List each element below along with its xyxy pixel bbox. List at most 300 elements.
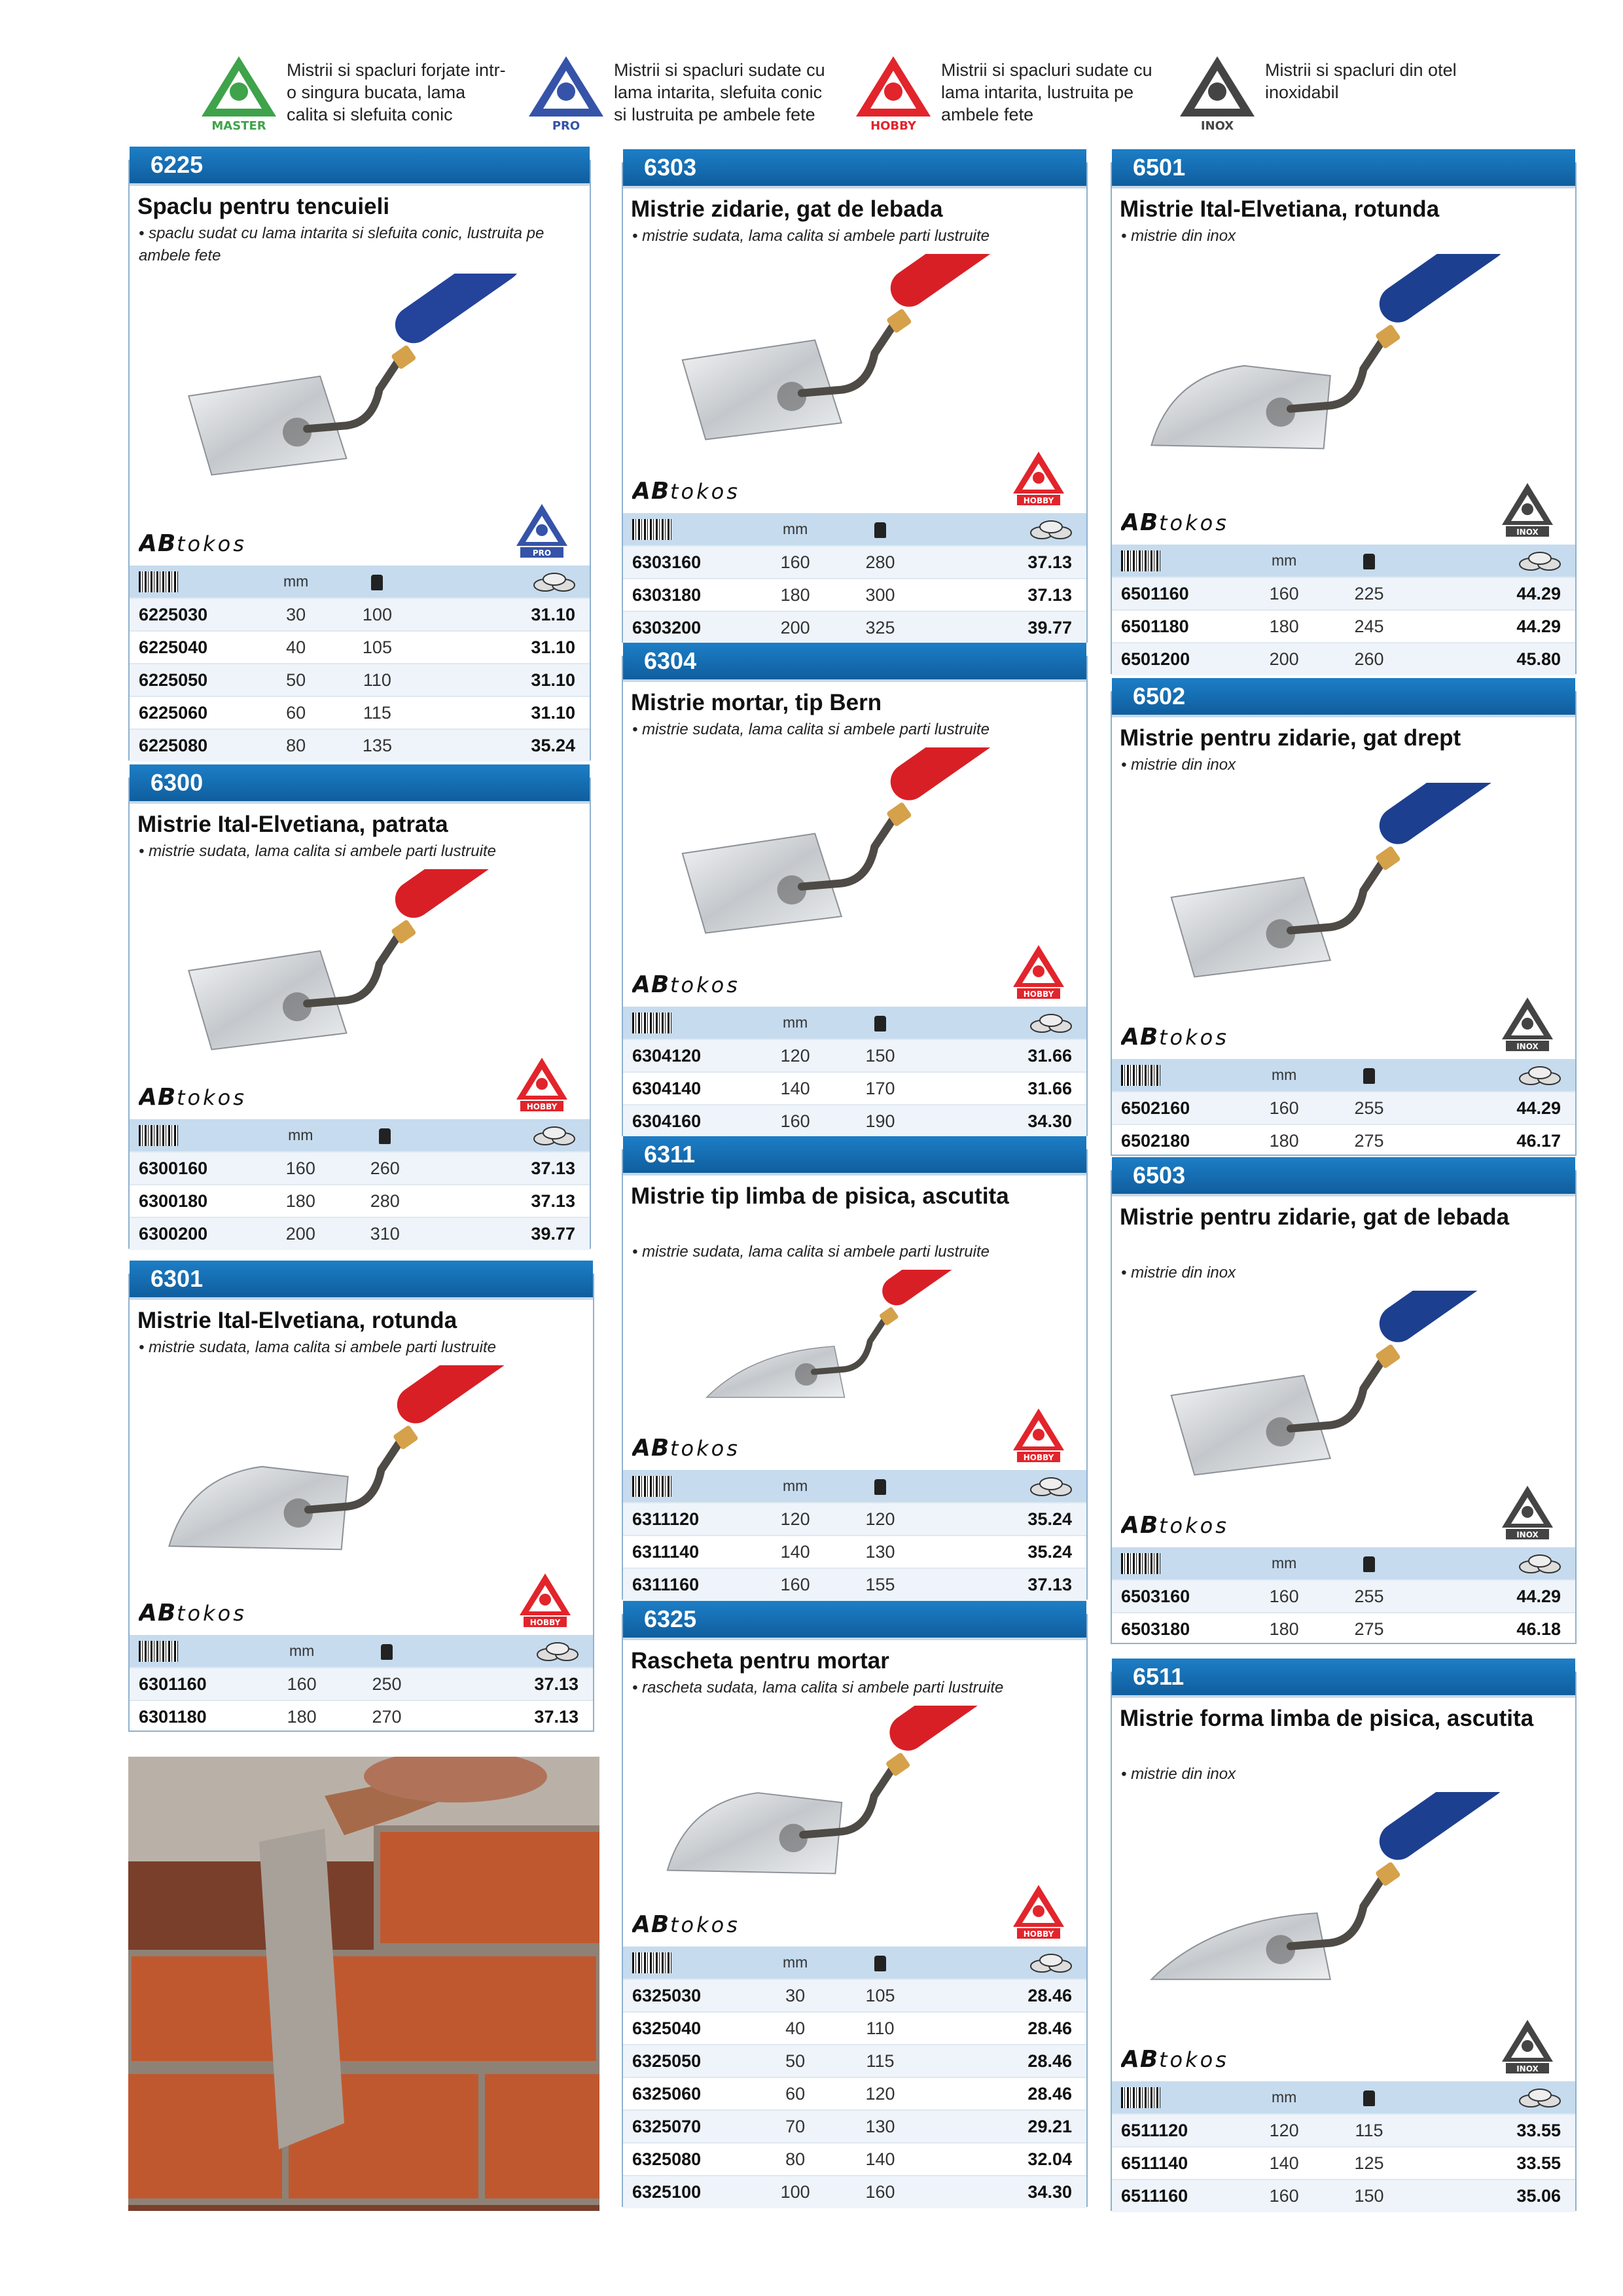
spec-table xyxy=(1112,1547,1575,1645)
length-value: 200 xyxy=(259,1217,343,1250)
article-code: 6502160 xyxy=(1112,1092,1241,1124)
weight-value: 160 xyxy=(838,2176,923,2208)
spec-table xyxy=(623,513,1086,644)
table-row xyxy=(1112,610,1575,643)
svg-text:HOBBY: HOBBY xyxy=(1023,1929,1054,1939)
abtokos-logo xyxy=(139,1597,276,1634)
product-card-6502 xyxy=(1111,683,1577,1156)
weight-value: 255 xyxy=(1327,1580,1412,1613)
trowel-image xyxy=(643,747,1067,960)
weight-value: 280 xyxy=(838,546,923,579)
product-description: • mistrie din inox xyxy=(1121,756,1236,774)
article-code: 6325070 xyxy=(623,2110,753,2143)
article-code: 6301160 xyxy=(130,1668,259,1700)
price-value: 37.13 xyxy=(923,546,1086,579)
weight-value: 155 xyxy=(838,1568,923,1601)
price-value: 34.30 xyxy=(923,2176,1086,2208)
article-code: 6225030 xyxy=(130,598,259,631)
length-header: mm xyxy=(1241,545,1327,577)
table-row xyxy=(623,1072,1086,1105)
price-value: 45.80 xyxy=(1412,643,1575,675)
article-code: 6311120 xyxy=(623,1503,753,1535)
svg-text:AB: AB xyxy=(139,1084,177,1111)
article-code: 6225040 xyxy=(130,631,259,664)
svg-text:AB: AB xyxy=(632,1435,670,1462)
article-code: 6325080 xyxy=(623,2143,753,2176)
svg-text:tokos: tokos xyxy=(670,1912,740,1937)
table-row xyxy=(130,631,590,664)
product-card-6511 xyxy=(1111,1663,1577,2211)
length-value: 140 xyxy=(753,1072,838,1105)
length-value: 40 xyxy=(259,631,334,664)
price-value: 37.13 xyxy=(429,1668,593,1700)
svg-text:tokos: tokos xyxy=(1159,1025,1229,1050)
price-value: 39.77 xyxy=(923,611,1086,644)
article-code: 6225080 xyxy=(130,729,259,762)
svg-text:INOX: INOX xyxy=(1200,119,1234,133)
article-code: 6225050 xyxy=(130,664,259,696)
article-code: 6503180 xyxy=(1112,1613,1241,1645)
table-row xyxy=(623,2110,1086,2143)
trowel-image xyxy=(643,1270,1067,1423)
article-code: 6501200 xyxy=(1112,643,1241,675)
product-description: • mistrie din inox xyxy=(1121,1765,1236,1783)
table-row xyxy=(623,579,1086,611)
table-row xyxy=(1112,2179,1575,2212)
svg-text:HOBBY: HOBBY xyxy=(870,119,916,133)
weight-icon xyxy=(838,1946,923,1979)
length-header: mm xyxy=(259,1635,344,1668)
length-value: 50 xyxy=(259,664,334,696)
price-value: 28.46 xyxy=(923,2012,1086,2045)
svg-text:HOBBY: HOBBY xyxy=(1023,1453,1054,1462)
table-row xyxy=(130,1700,593,1733)
svg-text:AB: AB xyxy=(1121,1024,1159,1050)
product-code-tab: 6304 xyxy=(623,643,1086,679)
price-value: 44.29 xyxy=(1412,1092,1575,1124)
article-code: 6311140 xyxy=(623,1535,753,1568)
weight-value: 105 xyxy=(334,631,421,664)
spec-table xyxy=(1112,2081,1575,2212)
article-code: 6301180 xyxy=(130,1700,259,1733)
weight-value: 130 xyxy=(838,1535,923,1568)
abtokos-logo xyxy=(1121,2043,1258,2080)
weight-value: 275 xyxy=(1327,1124,1412,1157)
table-row xyxy=(1112,1613,1575,1645)
svg-text:tokos: tokos xyxy=(1159,511,1229,535)
article-code: 6300200 xyxy=(130,1217,259,1250)
weight-icon xyxy=(343,1119,427,1152)
trowel-image xyxy=(149,869,570,1072)
weight-value: 140 xyxy=(838,2143,923,2176)
product-code-tab: 6502 xyxy=(1112,678,1575,715)
table-row xyxy=(130,1185,590,1217)
length-value: 120 xyxy=(1241,2114,1327,2147)
price-value: 39.77 xyxy=(427,1217,590,1250)
coins-icon xyxy=(1412,1059,1575,1092)
hobby-badge-icon xyxy=(1009,448,1068,507)
article-code: 6511160 xyxy=(1112,2179,1241,2212)
svg-text:PRO: PRO xyxy=(532,548,552,558)
legend-inox xyxy=(1175,51,1489,136)
barcode-icon xyxy=(1112,545,1241,577)
coins-icon xyxy=(923,1470,1086,1503)
product-card-6300 xyxy=(128,769,591,1249)
weight-icon xyxy=(1327,2081,1412,2114)
product-card-6304 xyxy=(622,647,1088,1136)
svg-text:INOX: INOX xyxy=(1516,528,1539,537)
price-value: 31.66 xyxy=(923,1039,1086,1072)
abtokos-logo xyxy=(632,969,770,1005)
article-code: 6304160 xyxy=(623,1105,753,1138)
coins-icon xyxy=(923,513,1086,546)
length-value: 100 xyxy=(753,2176,838,2208)
price-value: 33.55 xyxy=(1412,2114,1575,2147)
article-code: 6511120 xyxy=(1112,2114,1241,2147)
weight-value: 125 xyxy=(1327,2147,1412,2179)
price-value: 31.10 xyxy=(421,598,590,631)
product-description: • spaclu sudat cu lama intarita si slefuita conic, lustruita pe ambele fete xyxy=(139,224,544,264)
article-code: 6502180 xyxy=(1112,1124,1241,1157)
table-row xyxy=(623,611,1086,644)
table-row xyxy=(130,1668,593,1700)
product-card-6303 xyxy=(622,154,1088,643)
article-code: 6325060 xyxy=(623,2077,753,2110)
price-value: 37.13 xyxy=(923,1568,1086,1601)
product-title: Mistrie Ital-Elvetiana, patrata xyxy=(137,812,448,837)
product-code-tab: 6501 xyxy=(1112,149,1575,186)
price-value: 35.24 xyxy=(923,1503,1086,1535)
weight-value: 150 xyxy=(1327,2179,1412,2212)
length-value: 160 xyxy=(1241,577,1327,610)
hobby-badge-icon xyxy=(1009,1405,1068,1463)
abtokos-logo xyxy=(139,1081,276,1118)
svg-text:tokos: tokos xyxy=(177,531,247,556)
table-row xyxy=(623,546,1086,579)
price-value: 46.17 xyxy=(1412,1124,1575,1157)
weight-value: 300 xyxy=(838,579,923,611)
weight-icon xyxy=(1327,1059,1412,1092)
table-row xyxy=(623,2143,1086,2176)
spec-table xyxy=(130,1119,590,1250)
svg-text:AB: AB xyxy=(1121,509,1159,536)
product-code-tab: 6325 xyxy=(623,1601,1086,1638)
trowel-image xyxy=(1132,1291,1556,1500)
price-value: 31.10 xyxy=(421,664,590,696)
inox-badge-icon xyxy=(1498,994,1557,1052)
article-code: 6503160 xyxy=(1112,1580,1241,1613)
abtokos-logo xyxy=(1121,1021,1258,1058)
spec-table xyxy=(623,1470,1086,1601)
product-code-tab: 6303 xyxy=(623,149,1086,186)
length-value: 180 xyxy=(1241,1124,1327,1157)
abtokos-logo xyxy=(632,475,770,512)
hobby-badge-icon xyxy=(1009,1881,1068,1940)
length-value: 160 xyxy=(259,1152,343,1185)
length-value: 140 xyxy=(1241,2147,1327,2179)
table-row xyxy=(130,598,590,631)
article-code: 6501160 xyxy=(1112,577,1241,610)
length-header: mm xyxy=(753,1946,838,1979)
weight-value: 110 xyxy=(838,2012,923,2045)
hobby-badge-icon xyxy=(516,1570,575,1628)
svg-text:AB: AB xyxy=(139,1600,177,1626)
master-badge-icon xyxy=(196,51,281,136)
abtokos-logo xyxy=(1121,507,1258,543)
length-value: 30 xyxy=(259,598,334,631)
trowel-image xyxy=(643,254,1067,466)
weight-value: 110 xyxy=(334,664,421,696)
price-value: 35.24 xyxy=(923,1535,1086,1568)
product-description: • mistrie din inox xyxy=(1121,1264,1236,1282)
table-row xyxy=(130,1217,590,1250)
svg-text:HOBBY: HOBBY xyxy=(1023,496,1054,505)
price-value: 28.46 xyxy=(923,2077,1086,2110)
price-value: 34.30 xyxy=(923,1105,1086,1138)
length-value: 180 xyxy=(753,579,838,611)
trowel-image xyxy=(149,274,570,518)
spec-table xyxy=(130,1635,593,1733)
length-header: mm xyxy=(753,513,838,546)
product-title: Mistrie tip limba de pisica, ascutita xyxy=(631,1183,1009,1209)
product-card-6501 xyxy=(1111,154,1577,674)
price-value: 44.29 xyxy=(1412,577,1575,610)
table-row xyxy=(130,1152,590,1185)
table-row xyxy=(623,1979,1086,2012)
product-title: Mistrie Ital-Elvetiana, rotunda xyxy=(1120,196,1440,222)
trowel-image xyxy=(1132,254,1556,497)
svg-text:INOX: INOX xyxy=(1516,2064,1539,2073)
barcode-icon xyxy=(623,513,753,546)
price-value: 46.18 xyxy=(1412,1613,1575,1645)
length-value: 200 xyxy=(1241,643,1327,675)
hobby-badge-icon xyxy=(512,1054,571,1113)
legend-master-text: Mistrii si spacluri forjate intr-o singura bucata, lama calita si slefuita conic xyxy=(287,60,506,124)
weight-value: 120 xyxy=(838,2077,923,2110)
weight-icon xyxy=(838,1007,923,1039)
article-code: 6325050 xyxy=(623,2045,753,2077)
weight-value: 100 xyxy=(334,598,421,631)
svg-text:AB: AB xyxy=(632,1911,670,1938)
weight-value: 135 xyxy=(334,729,421,762)
weight-value: 115 xyxy=(334,696,421,729)
length-header: mm xyxy=(259,1119,343,1152)
weight-value: 170 xyxy=(838,1072,923,1105)
coins-icon xyxy=(1412,2081,1575,2114)
price-value: 33.55 xyxy=(1412,2147,1575,2179)
length-value: 120 xyxy=(753,1503,838,1535)
table-row xyxy=(130,729,590,762)
price-value: 28.46 xyxy=(923,2045,1086,2077)
weight-value: 130 xyxy=(838,2110,923,2143)
article-code: 6225060 xyxy=(130,696,259,729)
product-title: Mistrie forma limba de pisica, ascutita xyxy=(1120,1706,1534,1731)
svg-text:AB: AB xyxy=(1121,1512,1159,1539)
table-row xyxy=(1112,577,1575,610)
coins-icon xyxy=(429,1635,593,1668)
product-card-6311 xyxy=(622,1141,1088,1600)
length-value: 200 xyxy=(753,611,838,644)
article-code: 6325030 xyxy=(623,1979,753,2012)
svg-text:HOBBY: HOBBY xyxy=(526,1102,558,1111)
abtokos-logo xyxy=(632,1432,770,1469)
table-row xyxy=(1112,2114,1575,2147)
weight-value: 325 xyxy=(838,611,923,644)
svg-text:HOBBY: HOBBY xyxy=(1023,990,1054,999)
price-value: 37.13 xyxy=(429,1700,593,1733)
length-value: 160 xyxy=(753,1105,838,1138)
table-row xyxy=(623,2176,1086,2208)
weight-value: 255 xyxy=(1327,1092,1412,1124)
price-value: 28.46 xyxy=(923,1979,1086,2012)
product-description: • mistrie sudata, lama calita si ambele parti lustruite xyxy=(632,721,990,738)
coins-icon xyxy=(923,1946,1086,1979)
product-description: • rascheta sudata, lama calita si ambele parti lustruite xyxy=(632,1679,1004,1696)
barcode-icon xyxy=(623,1946,753,1979)
trowel-image xyxy=(149,1365,573,1588)
article-code: 6304120 xyxy=(623,1039,753,1072)
length-value: 30 xyxy=(753,1979,838,2012)
length-header: mm xyxy=(1241,1547,1327,1580)
weight-icon xyxy=(334,565,421,598)
length-value: 50 xyxy=(753,2045,838,2077)
barcode-icon xyxy=(623,1007,753,1039)
weight-value: 105 xyxy=(838,1979,923,2012)
weight-value: 120 xyxy=(838,1503,923,1535)
svg-text:tokos: tokos xyxy=(1159,2047,1229,2072)
length-value: 80 xyxy=(753,2143,838,2176)
abtokos-logo xyxy=(1121,1509,1258,1546)
pro-badge-icon xyxy=(524,51,609,136)
coins-icon xyxy=(923,1007,1086,1039)
abtokos-logo xyxy=(139,528,276,564)
article-code: 6303180 xyxy=(623,579,753,611)
length-value: 40 xyxy=(753,2012,838,2045)
barcode-icon xyxy=(1112,2081,1241,2114)
table-row xyxy=(623,2045,1086,2077)
barcode-icon xyxy=(130,1119,259,1152)
product-code-tab: 6511 xyxy=(1112,1659,1575,1695)
price-value: 44.29 xyxy=(1412,610,1575,643)
weight-icon xyxy=(838,1470,923,1503)
article-code: 6511140 xyxy=(1112,2147,1241,2179)
table-row xyxy=(623,2077,1086,2110)
legend-hobby-text: Mistrii si spacluri sudate cu lama intarita, lustruita pe ambele fete xyxy=(941,60,1152,124)
product-card-6325 xyxy=(622,1605,1088,2207)
article-code: 6304140 xyxy=(623,1072,753,1105)
trowel-image xyxy=(1132,1792,1556,2034)
coins-icon xyxy=(421,565,590,598)
svg-text:AB: AB xyxy=(1121,2046,1159,2073)
pro-badge-icon xyxy=(512,500,571,559)
length-value: 160 xyxy=(259,1668,344,1700)
price-value: 31.66 xyxy=(923,1072,1086,1105)
hobby-badge-icon xyxy=(851,51,936,136)
product-title: Spaclu pentru tencuieli xyxy=(137,194,390,219)
length-value: 120 xyxy=(753,1039,838,1072)
weight-value: 280 xyxy=(343,1185,427,1217)
weight-value: 260 xyxy=(1327,643,1412,675)
length-value: 180 xyxy=(259,1185,343,1217)
length-header: mm xyxy=(259,565,334,598)
length-value: 160 xyxy=(753,546,838,579)
length-value: 180 xyxy=(259,1700,344,1733)
trowel-image xyxy=(1132,783,1556,1012)
table-row xyxy=(623,1568,1086,1601)
svg-text:tokos: tokos xyxy=(1159,1513,1229,1538)
table-row xyxy=(623,1535,1086,1568)
svg-text:PRO: PRO xyxy=(552,119,580,133)
barcode-icon xyxy=(623,1470,753,1503)
table-row xyxy=(1112,643,1575,675)
weight-icon xyxy=(1327,545,1412,577)
length-value: 160 xyxy=(1241,1580,1327,1613)
barcode-icon xyxy=(130,565,259,598)
price-value: 31.10 xyxy=(421,631,590,664)
svg-text:INOX: INOX xyxy=(1516,1042,1539,1051)
article-code: 6303160 xyxy=(623,546,753,579)
svg-text:AB: AB xyxy=(632,971,670,998)
product-description: • mistrie din inox xyxy=(1121,227,1236,245)
product-code-tab: 6311 xyxy=(623,1136,1086,1173)
length-header: mm xyxy=(753,1470,838,1503)
length-value: 70 xyxy=(753,2110,838,2143)
price-value: 44.29 xyxy=(1412,1580,1575,1613)
legend-hobby xyxy=(851,51,1165,136)
svg-text:AB: AB xyxy=(632,478,670,505)
product-title: Mistrie mortar, tip Bern xyxy=(631,690,882,715)
article-code: 6325100 xyxy=(623,2176,753,2208)
spec-table xyxy=(1112,1059,1575,1157)
table-row xyxy=(623,2012,1086,2045)
weight-value: 260 xyxy=(343,1152,427,1185)
product-card-6503 xyxy=(1111,1162,1577,1644)
barcode-icon xyxy=(130,1635,259,1668)
svg-text:AB: AB xyxy=(139,530,177,557)
length-value: 60 xyxy=(259,696,334,729)
product-description: • mistrie sudata, lama calita si ambele parti lustruite xyxy=(139,842,496,860)
weight-icon xyxy=(344,1635,429,1668)
legend-pro-text: Mistrii si spacluri sudate cu lama intarita, slefuita conic si lustruita pe ambele fete xyxy=(614,60,825,124)
weight-value: 245 xyxy=(1327,610,1412,643)
bricklaying-photo xyxy=(128,1757,599,2211)
table-row xyxy=(1112,2147,1575,2179)
article-code: 6501180 xyxy=(1112,610,1241,643)
trowel-image xyxy=(643,1706,1067,1899)
article-code: 6300180 xyxy=(130,1185,259,1217)
legend-master xyxy=(196,51,510,136)
svg-text:INOX: INOX xyxy=(1516,1530,1539,1539)
spec-table xyxy=(1112,545,1575,675)
price-value: 37.13 xyxy=(427,1185,590,1217)
weight-icon xyxy=(838,513,923,546)
product-card-6225 xyxy=(128,151,591,761)
table-row xyxy=(130,664,590,696)
weight-value: 270 xyxy=(344,1700,429,1733)
spec-table xyxy=(623,1007,1086,1138)
length-value: 180 xyxy=(1241,610,1327,643)
article-code: 6303200 xyxy=(623,611,753,644)
svg-text:tokos: tokos xyxy=(177,1601,247,1626)
weight-value: 275 xyxy=(1327,1613,1412,1645)
legend-pro xyxy=(524,51,838,136)
weight-value: 150 xyxy=(838,1039,923,1072)
price-value: 37.13 xyxy=(427,1152,590,1185)
hobby-badge-icon xyxy=(1009,941,1068,1000)
svg-text:tokos: tokos xyxy=(670,973,740,997)
length-header: mm xyxy=(753,1007,838,1039)
table-row xyxy=(1112,1092,1575,1124)
